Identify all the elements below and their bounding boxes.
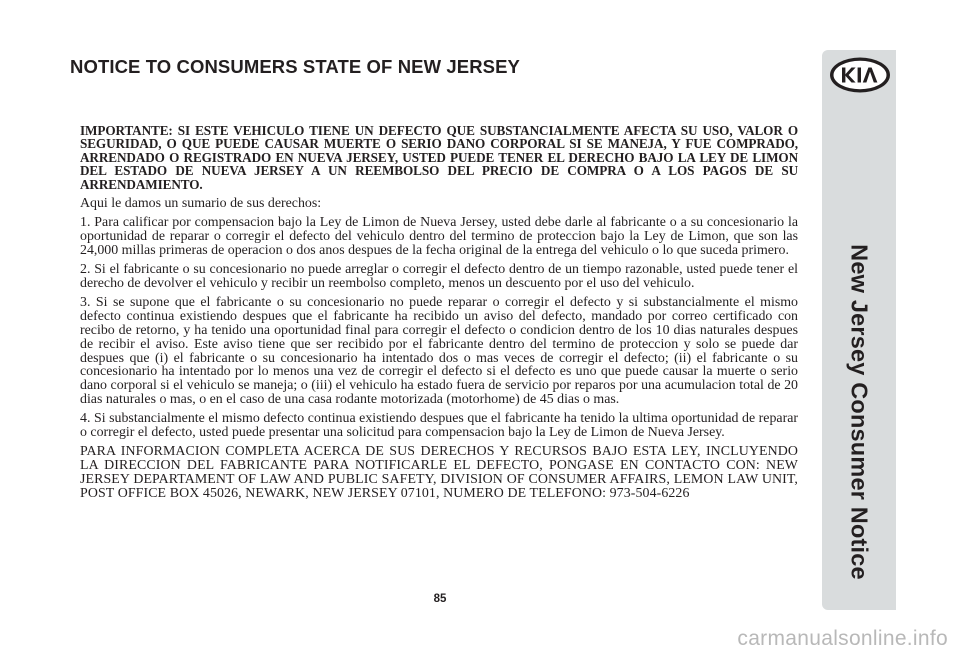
kia-logo [828,55,892,95]
contact-info: PARA INFORMACION COMPLETA ACERCA DE SUS DERECHOS Y RECURSOS BAJO ESTA LEY, INCLUYENDO LA DIRECCION DEL FABRICANTE PARA NOTIFICARLE EL DEFECTO, PONGASE EN CONTACTO CON: NEW JERSEY DEPARTAMENT OF LAW AND PUBLIC SAFETY, DIVISION OF CONSUMER AFFAIRS, LEMON LAW UNIT, POST OFFICE BOX 45026, NEWARK, NEW JERSEY 07101, NUMERO DE TELEFONO: 973-504-6226 [80,444,798,501]
rights-item-1: 1. Para calificar por compensacion bajo la Ley de Limon de Nueva Jersey, usted debe darle al fabricante o a su concesionario la oportunidad de reparar o corregir el defecto del vehiculo dentro del termino de proteccion bajo la Ley de Limon, que son las 24,000 millas primeras de operacion o dos anos despues de la fecha original de la entrega del vehiculo o lo que suceda primero. [80,215,798,258]
notice-body [80,124,798,506]
rights-item-2: 2. Si el fabricante o su concesionario no puede arreglar o corregir el defecto dentro de un tiempo razonable, usted puede tener el derecho de devolver el vehiculo y recibir un reembolso completo, menos un descuento por el uso del vehiculo. [80,262,798,292]
section-title-text: New Jersey Consumer Notice [846,244,873,580]
watermark: carmanualsonline.info [737,627,948,650]
rights-intro: Aqui le damos un sumario de sus derechos: [80,196,322,212]
rights-item-4: 4. Si substancialmente el mismo defecto continua existiendo despues que el fabricante ha tenido la ultima oportunidad de reparar o corregir el defecto, usted puede presentar una solicitud para compensacion bajo la Ley de Limon de Nueva Jersey. [80,411,798,440]
page-number: 85 [433,593,447,605]
important-notice: IMPORTANTE: SI ESTE VEHICULO TIENE UN DEFECTO QUE SUBSTANCIALMENTE AFECTA SU USO, VALOR O SEGURIDAD, O QUE PUEDE CAUSAR MUERTE O SERIO DANO CORPORAL SI SE MANEJA, Y FUE COMPRADO, ARRENDADO O REGISTRADO EN NUEVA JERSEY, USTED PUEDE TENER EL DERECHO BAJO LA LEY DE LIMON DEL ESTADO DE NUEVA JERSEY A UN REEMBOLSO DEL PRECIO DE COMPRA O A LOS PAGOS DE SU ARRENDAMIENTO. [80,123,798,192]
page-title: NOTICE TO CONSUMERS STATE OF NEW JERSEY [70,56,520,77]
rights-item-3: 3. Si se supone que el fabricante o su concesionario no puede reparar o corregir el defecto y si substancialmente el mismo defecto continua existiendo despues que el fabricante ha recibido un aviso del defecto, mandado por correo certificado con recibo de retorno, y ha tenido una oportunidad final para corregir el defecto o condicion dentro de los 10 dias naturales despues de recibir el aviso. Este aviso tiene que ser recibido por el fabricante dentro del termino de proteccion y solo se puede dar despues que (i) el fabricante o su concesionario ha intentado dos o mas veces de corregir el defecto; (ii) el fabricante o su concesionario ha intentado por lo menos una vez de corregir el defecto si el defecto es uno que puede causar la muerte o serio dano corporal si el vehiculo se maneja; o (iii) el vehiculo ha estado fuera de servicio por reparos por una acumulacion total de 20 dias naturales o mas, o en el caso de una casa rodante motorizada (motorhome) de 45 dias o mas. [80,295,798,407]
